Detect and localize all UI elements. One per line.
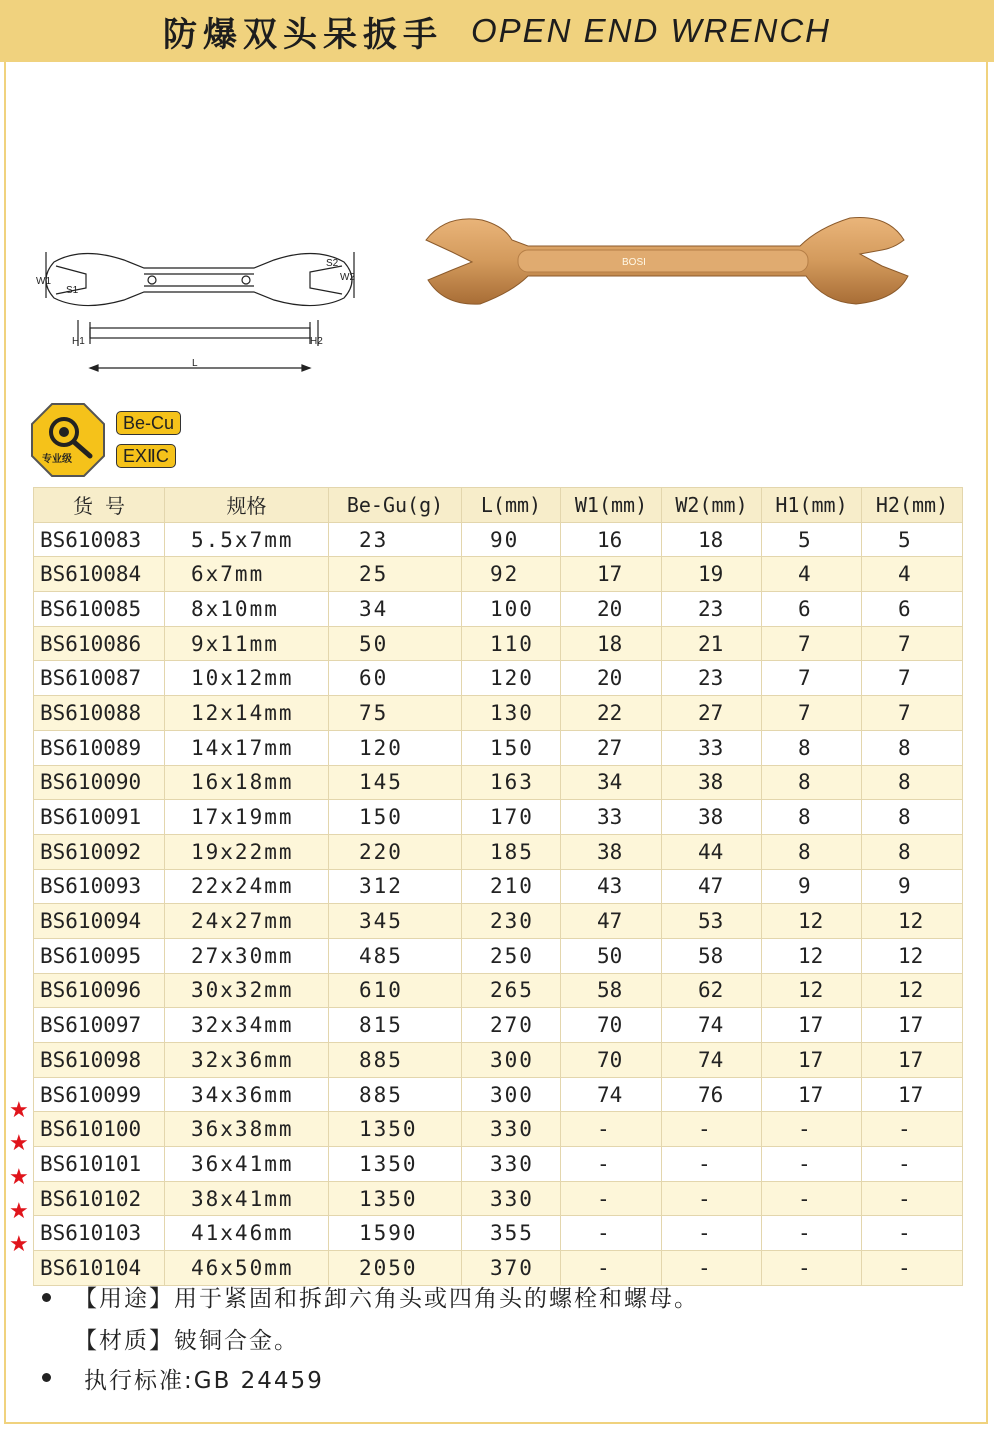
star-icon: ★ — [9, 1232, 29, 1258]
cell-code: BS610097 — [34, 1008, 165, 1043]
cell-code: BS610102 — [34, 1181, 165, 1216]
cell-weight: 34 — [329, 592, 462, 627]
cell-w1: 74 — [561, 1077, 662, 1112]
cell-w2: - — [662, 1112, 762, 1147]
cell-l: 300 — [462, 1077, 561, 1112]
cell-h1: 17 — [762, 1043, 862, 1078]
cell-spec: 24x27mm — [165, 904, 329, 939]
cell-w2: 38 — [662, 800, 762, 835]
cell-l: 370 — [462, 1251, 561, 1286]
explosion-class-tag: EXⅡC — [116, 444, 176, 468]
cell-l: 210 — [462, 869, 561, 904]
cell-code: BS610101 — [34, 1147, 165, 1182]
cell-weight: 60 — [329, 661, 462, 696]
table-row — [34, 592, 963, 627]
cell-w1: 58 — [561, 973, 662, 1008]
cell-h1: - — [762, 1181, 862, 1216]
header-code: 货 号 — [34, 488, 165, 523]
cell-l: 120 — [462, 661, 561, 696]
cell-spec: 8x10mm — [165, 592, 329, 627]
cell-weight: 345 — [329, 904, 462, 939]
cell-spec: 6x7mm — [165, 557, 329, 592]
cell-h2: 7 — [862, 696, 963, 731]
cell-h2: 8 — [862, 765, 963, 800]
cell-w1: 70 — [561, 1008, 662, 1043]
cell-w1: 43 — [561, 869, 662, 904]
note-usage: 【用途】用于紧固和拆卸六角头或四角头的螺栓和螺母。 — [74, 1286, 699, 1312]
table-row — [34, 661, 963, 696]
cell-l: 355 — [462, 1216, 561, 1251]
star-icon: ★ — [9, 1131, 29, 1157]
label-l: L — [192, 358, 198, 369]
cell-w2: 23 — [662, 592, 762, 627]
header-l: L(mm) — [462, 488, 561, 523]
cell-code: BS610084 — [34, 557, 165, 592]
cell-w2: 47 — [662, 869, 762, 904]
cell-h2: - — [862, 1147, 963, 1182]
cell-code: BS610091 — [34, 800, 165, 835]
badge-label: 专业级 — [42, 454, 72, 465]
cell-weight: 885 — [329, 1077, 462, 1112]
cell-l: 330 — [462, 1147, 561, 1182]
cell-spec: 5.5x7mm — [165, 522, 329, 557]
cell-spec: 19x22mm — [165, 834, 329, 869]
bullet-icon — [42, 1293, 51, 1302]
cell-w1: 20 — [561, 592, 662, 627]
cell-code: BS610095 — [34, 938, 165, 973]
cell-code: BS610086 — [34, 626, 165, 661]
cell-w1: - — [561, 1216, 662, 1251]
cell-h2: - — [862, 1251, 963, 1286]
cell-w1: 27 — [561, 730, 662, 765]
title-en: OPEN END WRENCH — [470, 12, 832, 49]
cell-weight: 1350 — [329, 1181, 462, 1216]
cell-l: 300 — [462, 1043, 561, 1078]
cell-h1: 17 — [762, 1077, 862, 1112]
cell-w2: 23 — [662, 661, 762, 696]
cell-code: BS610085 — [34, 592, 165, 627]
note-material: 【材质】铍铜合金。 — [74, 1328, 299, 1354]
cell-h1: 8 — [762, 730, 862, 765]
cell-weight: 485 — [329, 938, 462, 973]
cell-w2: 38 — [662, 765, 762, 800]
cell-l: 265 — [462, 973, 561, 1008]
cell-code: BS610100 — [34, 1112, 165, 1147]
cell-h1: 7 — [762, 661, 862, 696]
table-row — [34, 869, 963, 904]
cell-spec: 9x11mm — [165, 626, 329, 661]
table-row — [34, 730, 963, 765]
cell-l: 330 — [462, 1112, 561, 1147]
cell-l: 163 — [462, 765, 561, 800]
cell-weight: 145 — [329, 765, 462, 800]
table-row — [34, 696, 963, 731]
cell-l: 92 — [462, 557, 561, 592]
brand-logo: BOSI — [622, 257, 646, 268]
cell-l: 100 — [462, 592, 561, 627]
cell-spec: 38x41mm — [165, 1181, 329, 1216]
cell-h2: 12 — [862, 973, 963, 1008]
spec-table — [33, 487, 963, 1286]
cell-h1: 7 — [762, 696, 862, 731]
table-row — [34, 834, 963, 869]
cell-h2: 17 — [862, 1077, 963, 1112]
wrench-photo — [420, 210, 910, 310]
cell-weight: 1350 — [329, 1147, 462, 1182]
table-row — [34, 800, 963, 835]
cell-w2: 27 — [662, 696, 762, 731]
cell-code: BS610099 — [34, 1077, 165, 1112]
cell-w1: - — [561, 1112, 662, 1147]
cell-l: 110 — [462, 626, 561, 661]
cell-l: 330 — [462, 1181, 561, 1216]
cell-weight: 150 — [329, 800, 462, 835]
cell-spec: 34x36mm — [165, 1077, 329, 1112]
cell-w1: 70 — [561, 1043, 662, 1078]
table-row — [34, 1043, 963, 1078]
cell-h1: 7 — [762, 626, 862, 661]
cell-h2: 17 — [862, 1043, 963, 1078]
cell-spec: 32x36mm — [165, 1043, 329, 1078]
label-h1: H1 — [72, 336, 85, 347]
cell-h2: 4 — [862, 557, 963, 592]
cell-h2: 7 — [862, 661, 963, 696]
cell-w2: 44 — [662, 834, 762, 869]
cell-weight: 120 — [329, 730, 462, 765]
cell-w1: 33 — [561, 800, 662, 835]
cell-weight: 75 — [329, 696, 462, 731]
table-row — [34, 938, 963, 973]
cell-w2: 74 — [662, 1008, 762, 1043]
cell-weight: 23 — [329, 522, 462, 557]
cell-l: 170 — [462, 800, 561, 835]
cell-h1: 8 — [762, 765, 862, 800]
cell-weight: 220 — [329, 834, 462, 869]
cell-spec: 14x17mm — [165, 730, 329, 765]
cell-l: 250 — [462, 938, 561, 973]
cell-code: BS610090 — [34, 765, 165, 800]
cell-code: BS610103 — [34, 1216, 165, 1251]
header-weight: Be-Gu(g) — [329, 488, 462, 523]
cell-weight: 2050 — [329, 1251, 462, 1286]
cell-w2: 18 — [662, 522, 762, 557]
cell-h1: 9 — [762, 869, 862, 904]
cell-code: BS610089 — [34, 730, 165, 765]
cell-code: BS610094 — [34, 904, 165, 939]
cell-w1: 16 — [561, 522, 662, 557]
table-row — [34, 1077, 963, 1112]
star-icon: ★ — [9, 1198, 29, 1224]
label-s2: S2 — [326, 258, 339, 269]
star-icon: ★ — [9, 1165, 29, 1190]
cell-spec: 16x18mm — [165, 765, 329, 800]
cell-spec: 36x38mm — [165, 1112, 329, 1147]
cell-h2: 5 — [862, 522, 963, 557]
cell-weight: 815 — [329, 1008, 462, 1043]
header-h2: H2(mm) — [862, 488, 963, 523]
cell-code: BS610092 — [34, 834, 165, 869]
cell-h2: 8 — [862, 800, 963, 835]
cell-h1: 17 — [762, 1008, 862, 1043]
cell-l: 150 — [462, 730, 561, 765]
cell-h1: 12 — [762, 973, 862, 1008]
cell-weight: 50 — [329, 626, 462, 661]
table-row — [34, 1147, 963, 1182]
label-h2: H2 — [310, 336, 323, 347]
cell-l: 230 — [462, 904, 561, 939]
material-tag: Be-Cu — [116, 411, 181, 435]
cell-l: 185 — [462, 834, 561, 869]
cell-h1: 6 — [762, 592, 862, 627]
bullet-icon — [42, 1373, 51, 1382]
label-w1: W1 — [36, 276, 51, 287]
page-header — [0, 0, 994, 62]
cell-l: 90 — [462, 522, 561, 557]
cell-w1: - — [561, 1251, 662, 1286]
cell-code: BS610087 — [34, 661, 165, 696]
table-row — [34, 904, 963, 939]
table-row — [34, 522, 963, 557]
cell-w1: - — [561, 1181, 662, 1216]
cell-spec: 12x14mm — [165, 696, 329, 731]
table-header-row — [34, 488, 963, 523]
table-row — [34, 973, 963, 1008]
table-row — [34, 1112, 963, 1147]
cell-l: 130 — [462, 696, 561, 731]
cell-spec: 46x50mm — [165, 1251, 329, 1286]
cell-h2: - — [862, 1181, 963, 1216]
cell-w2: - — [662, 1216, 762, 1251]
cell-h1: 12 — [762, 938, 862, 973]
cell-w2: 53 — [662, 904, 762, 939]
cell-w2: 58 — [662, 938, 762, 973]
note-standard: 执行标准:GB 24459 — [84, 1368, 324, 1394]
cell-h2: - — [862, 1112, 963, 1147]
cell-h1: - — [762, 1147, 862, 1182]
cell-w1: 22 — [561, 696, 662, 731]
cell-h1: 4 — [762, 557, 862, 592]
cell-h1: 8 — [762, 800, 862, 835]
cell-h1: 12 — [762, 904, 862, 939]
header-w2: W2(mm) — [662, 488, 762, 523]
cell-w2: 21 — [662, 626, 762, 661]
cell-spec: 36x41mm — [165, 1147, 329, 1182]
cell-w1: 50 — [561, 938, 662, 973]
cell-h1: 8 — [762, 834, 862, 869]
cell-code: BS610083 — [34, 522, 165, 557]
cell-spec: 32x34mm — [165, 1008, 329, 1043]
cell-h2: 12 — [862, 938, 963, 973]
cell-weight: 610 — [329, 973, 462, 1008]
cell-w2: - — [662, 1147, 762, 1182]
cell-h2: - — [862, 1216, 963, 1251]
cell-h2: 8 — [862, 834, 963, 869]
cell-h1: - — [762, 1251, 862, 1286]
cell-h2: 7 — [862, 626, 963, 661]
header-spec: 规格 — [165, 488, 329, 523]
cell-weight: 885 — [329, 1043, 462, 1078]
cell-h1: 5 — [762, 522, 862, 557]
cell-weight: 312 — [329, 869, 462, 904]
cell-w2: - — [662, 1251, 762, 1286]
table-row — [34, 1216, 963, 1251]
cell-h2: 17 — [862, 1008, 963, 1043]
cell-code: BS610088 — [34, 696, 165, 731]
cell-spec: 10x12mm — [165, 661, 329, 696]
wrench-dimension-diagram — [34, 240, 364, 380]
cell-code: BS610093 — [34, 869, 165, 904]
cell-code: BS610096 — [34, 973, 165, 1008]
cell-weight: 25 — [329, 557, 462, 592]
cell-h1: - — [762, 1112, 862, 1147]
star-icon: ★ — [9, 1097, 29, 1123]
label-s1: S1 — [66, 285, 79, 296]
title-cn: 防爆双头呆扳手 — [162, 14, 443, 55]
cell-w2: 74 — [662, 1043, 762, 1078]
table-row — [34, 1008, 963, 1043]
cell-w1: 47 — [561, 904, 662, 939]
table-row — [34, 1181, 963, 1216]
cell-code: BS610098 — [34, 1043, 165, 1078]
cell-spec: 17x19mm — [165, 800, 329, 835]
cell-weight: 1590 — [329, 1216, 462, 1251]
cell-h2: 9 — [862, 869, 963, 904]
cell-l: 270 — [462, 1008, 561, 1043]
cell-code: BS610104 — [34, 1251, 165, 1286]
cell-w1: 17 — [561, 557, 662, 592]
table-row — [34, 557, 963, 592]
cell-w2: 19 — [662, 557, 762, 592]
cell-w1: 20 — [561, 661, 662, 696]
cell-w1: 18 — [561, 626, 662, 661]
cell-h2: 8 — [862, 730, 963, 765]
table-row — [34, 626, 963, 661]
cell-w2: 76 — [662, 1077, 762, 1112]
cell-h2: 6 — [862, 592, 963, 627]
cell-spec: 41x46mm — [165, 1216, 329, 1251]
cell-w1: 38 — [561, 834, 662, 869]
label-w2: W2 — [340, 272, 355, 283]
cell-spec: 30x32mm — [165, 973, 329, 1008]
header-h1: H1(mm) — [762, 488, 862, 523]
professional-grade-badge — [30, 402, 106, 478]
cell-h1: - — [762, 1216, 862, 1251]
header-w1: W1(mm) — [561, 488, 662, 523]
cell-spec: 27x30mm — [165, 938, 329, 973]
cell-w1: 34 — [561, 765, 662, 800]
cell-w1: - — [561, 1147, 662, 1182]
cell-weight: 1350 — [329, 1112, 462, 1147]
cell-w2: - — [662, 1181, 762, 1216]
cell-w2: 62 — [662, 973, 762, 1008]
table-row — [34, 765, 963, 800]
cell-spec: 22x24mm — [165, 869, 329, 904]
cell-w2: 33 — [662, 730, 762, 765]
cell-h2: 12 — [862, 904, 963, 939]
